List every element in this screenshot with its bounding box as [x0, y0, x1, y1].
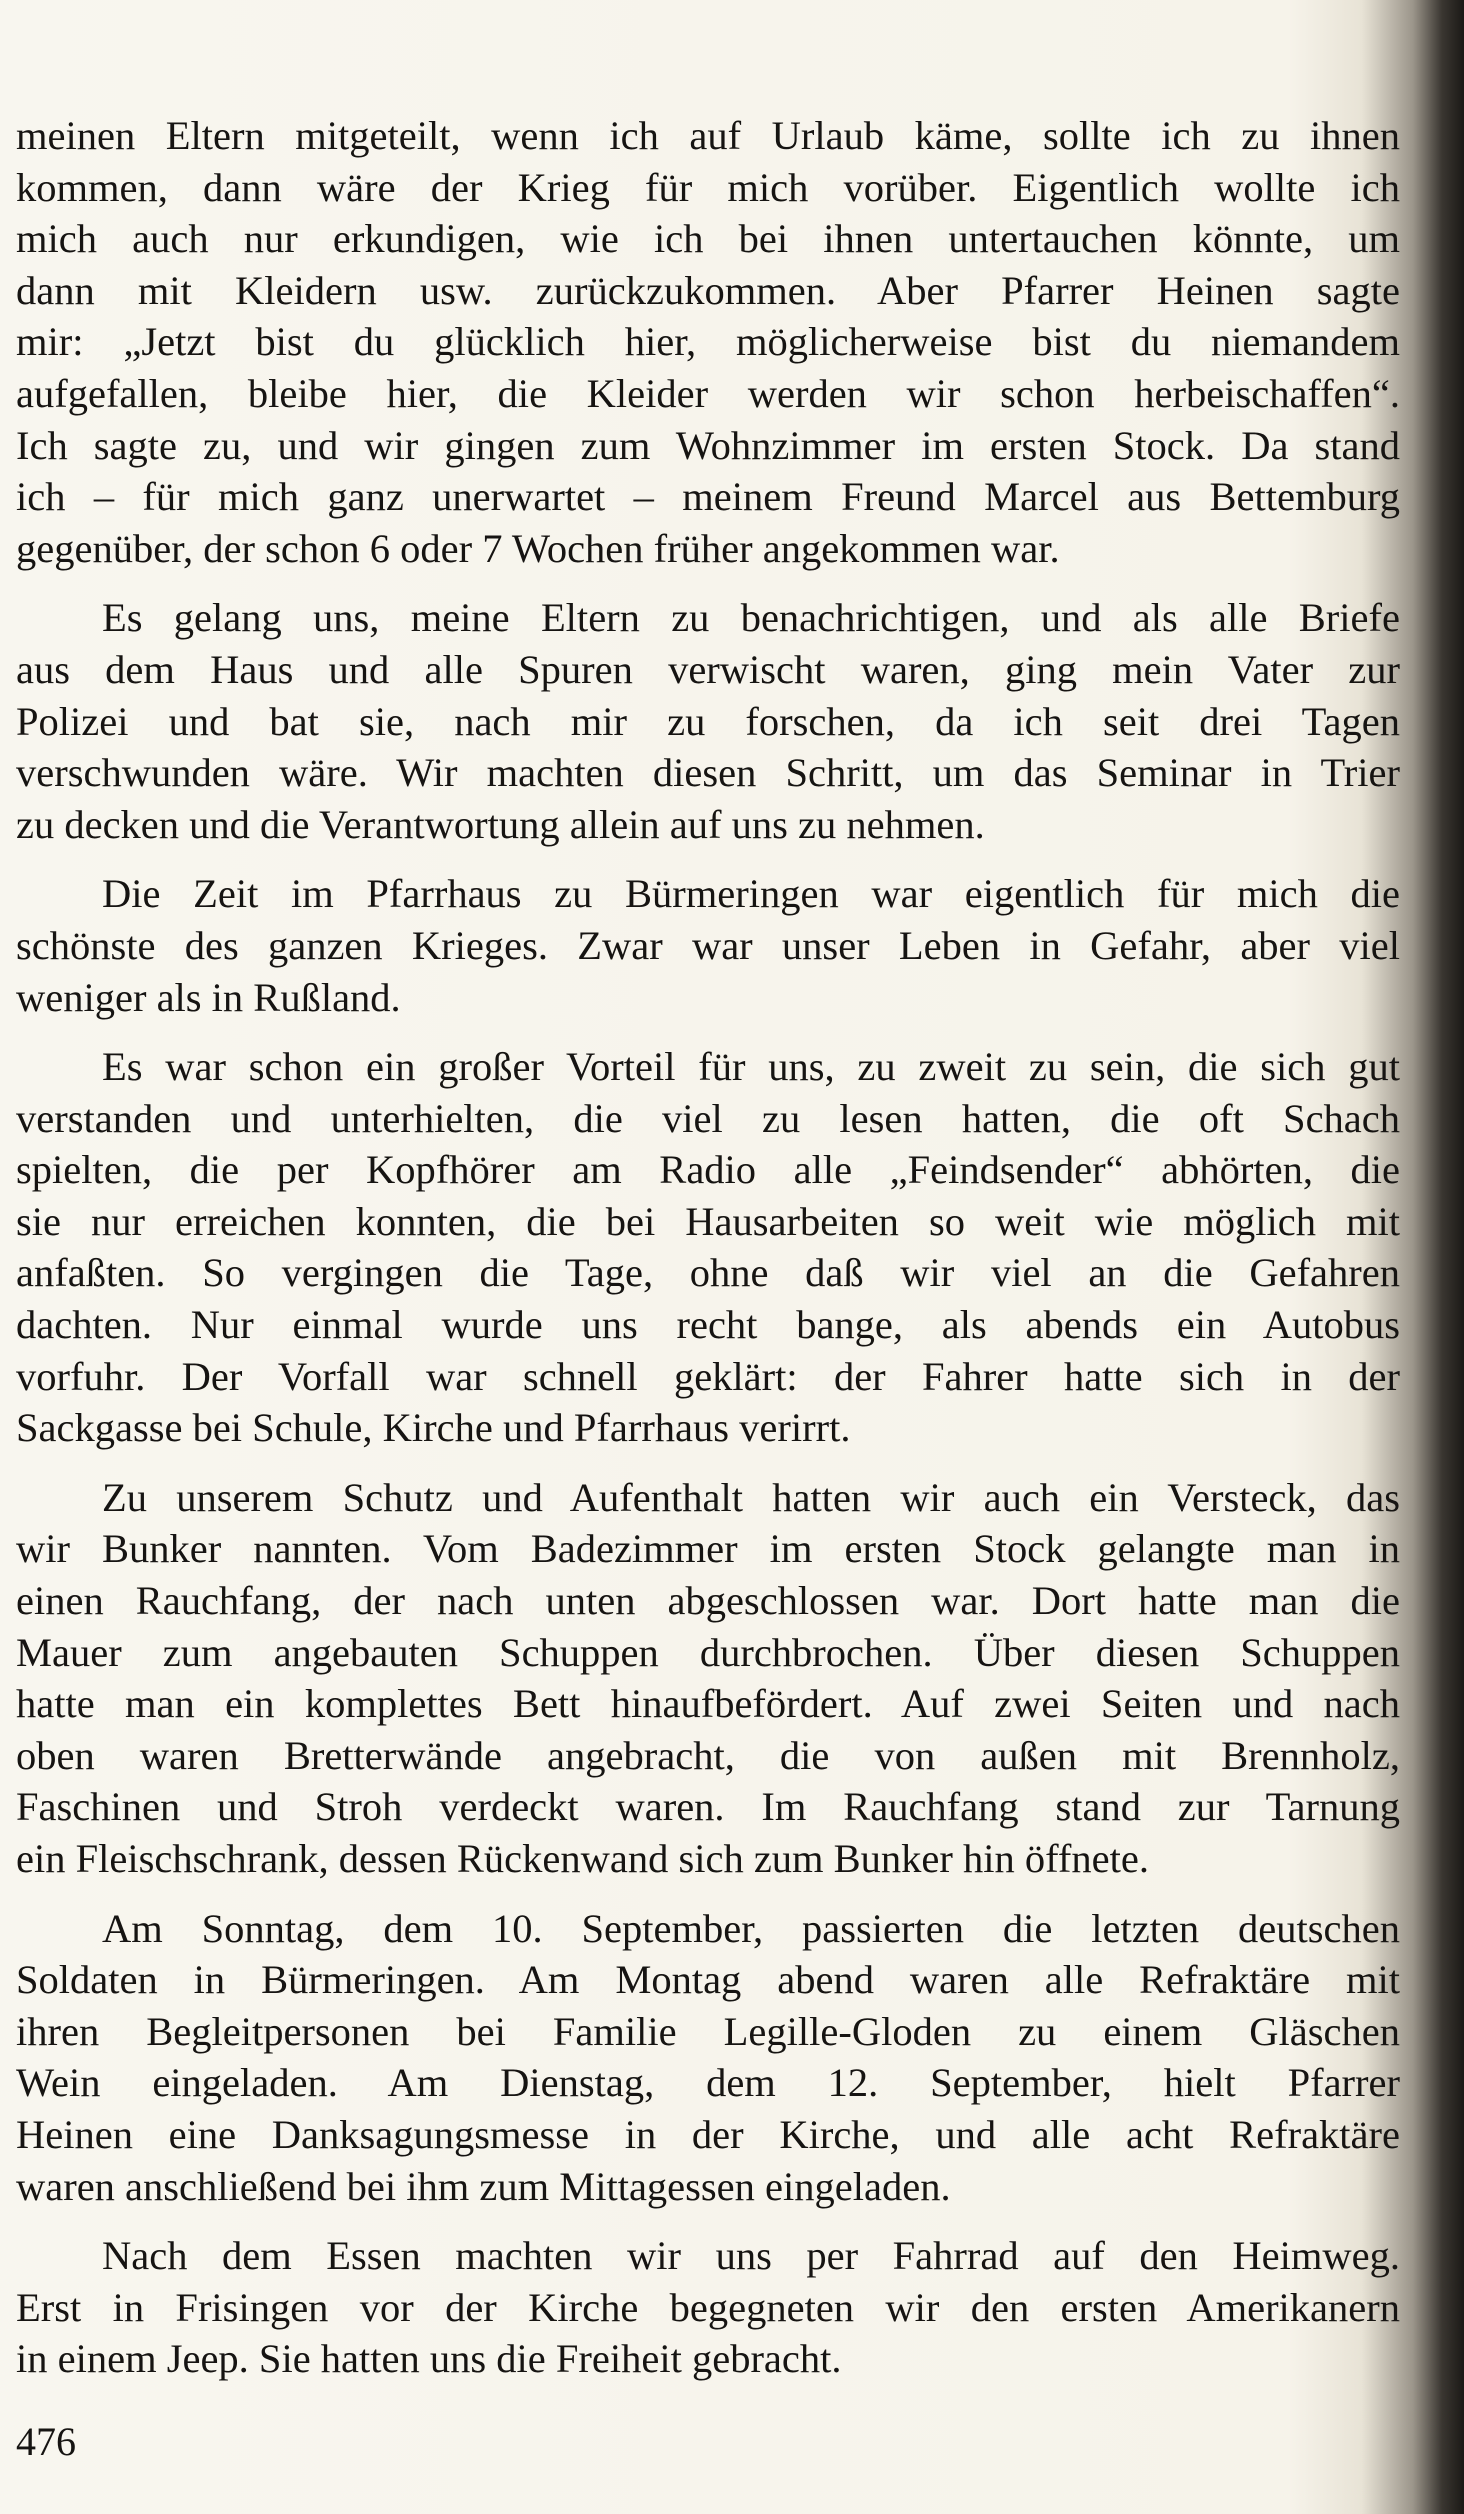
paragraph	[16, 2230, 1400, 2385]
text-line: meinen Eltern mitgeteilt, wenn ich auf Urlaub käme, sollte ich zu ihnen	[16, 113, 1400, 158]
text-line: anfaßten. So vergingen die Tage, ohne daß wir viel an die Gefahren	[16, 1250, 1400, 1296]
paragraph	[16, 1041, 1400, 1454]
text-line: Sackgasse bei Schule, Kirche und Pfarrhaus verirrt.	[16, 1405, 851, 1451]
text-line: gegenüber, der schon 6 oder 7 Wochen früher angekommen war.	[16, 525, 1060, 571]
text-line: wir Bunker nannten. Vom Badezimmer im ersten Stock gelangte man in	[16, 1526, 1400, 1572]
text-line: Es gelang uns, meine Eltern zu benachrichtigen, und als alle Briefe	[102, 595, 1400, 641]
text-line: Es war schon ein großer Vorteil für uns, zu zweit zu sein, die sich gut	[102, 1044, 1400, 1090]
text-line: oben waren Bretterwände angebracht, die von außen mit Brennholz,	[16, 1732, 1400, 1778]
text-line: dachten. Nur einmal wurde uns recht bange, als abends ein Autobus	[16, 1302, 1400, 1348]
text-line: Erst in Frisingen vor der Kirche begegneten wir den ersten Amerikanern	[16, 2284, 1400, 2330]
text-line: einen Rauchfang, der nach unten abgeschlossen war. Dort hatte man die	[16, 1578, 1400, 1624]
text-line: ein Fleischschrank, dessen Rückenwand sich zum Bunker hin öffnete.	[16, 1836, 1149, 1881]
text-line: ich – für mich ganz unerwartet – meinem Freund Marcel aus Bettemburg	[16, 474, 1400, 520]
text-line: weniger als in Rußland.	[16, 974, 401, 1020]
text-line: waren anschließend bei ihm zum Mittagessen eingeladen.	[16, 2163, 951, 2209]
text-line: ihren Begleitpersonen bei Familie Legille-Gloden zu einem Gläschen	[16, 2008, 1400, 2054]
text-line: schönste des ganzen Krieges. Zwar war unser Leben in Gefahr, aber viel	[16, 922, 1400, 968]
text-line: Wein eingeladen. Am Dienstag, dem 12. September, hielt Pfarrer	[16, 2060, 1400, 2106]
text-line: Heinen eine Danksagungsmesse in der Kirche, und alle acht Refraktäre	[16, 2111, 1400, 2157]
text-line: Mauer zum angebauten Schuppen durchbrochen. Über diesen Schuppen	[16, 1629, 1400, 1675]
text-line: Die Zeit im Pfarrhaus zu Bürmeringen war eigentlich für mich die	[102, 871, 1400, 917]
text-line: zu decken und die Verantwortung allein auf uns zu nehmen.	[16, 801, 985, 847]
text-line: Faschinen und Stroh verdeckt waren. Im Rauchfang stand zur Tarnung	[16, 1784, 1400, 1830]
paragraph	[16, 592, 1400, 850]
text-line: verschwunden wäre. Wir machten diesen Schritt, um das Seminar in Trier	[16, 750, 1400, 796]
text-line: aufgefallen, bleibe hier, die Kleider werden wir schon herbeischaffen“.	[16, 370, 1400, 416]
text-line: Nach dem Essen machten wir uns per Fahrrad auf den Heimweg.	[102, 2233, 1400, 2279]
text-line: Zu unserem Schutz und Aufenthalt hatten wir auch ein Versteck, das	[102, 1474, 1400, 1520]
paragraph	[16, 1472, 1400, 1885]
paragraph	[16, 110, 1400, 574]
text-line: hatte man ein komplettes Bett hinaufbefördert. Auf zwei Seiten und nach	[16, 1681, 1400, 1727]
text-line: vorfuhr. Der Vorfall war schnell geklärt: der Fahrer hatte sich in der	[16, 1353, 1400, 1399]
text-line: in einem Jeep. Sie hatten uns die Freiheit gebracht.	[16, 2336, 842, 2382]
text-line: Ich sagte zu, und wir gingen zum Wohnzimmer im ersten Stock. Da stand	[16, 422, 1400, 468]
text-line: Soldaten in Bürmeringen. Am Montag abend waren alle Refraktäre mit	[16, 1957, 1400, 2003]
text-line: dann mit Kleidern usw. zurückzukommen. Aber Pfarrer Heinen sagte	[16, 267, 1400, 313]
text-line: verstanden und unterhielten, die viel zu lesen hatten, die oft Schach	[16, 1095, 1400, 1141]
text-line: mich auch nur erkundigen, wie ich bei ihnen untertauchen könnte, um	[16, 216, 1400, 262]
paragraph	[16, 1903, 1400, 2213]
paragraph	[16, 868, 1400, 1023]
text-line: spielten, die per Kopfhörer am Radio alle „Feindsender“ abhörten, die	[16, 1147, 1400, 1193]
text-line: mir: „Jetzt bist du glücklich hier, möglicherweise bist du niemandem	[16, 319, 1400, 365]
text-line: aus dem Haus und alle Spuren verwischt waren, ging mein Vater zur	[16, 646, 1400, 692]
body-text	[16, 110, 1400, 2385]
text-line: Polizei und bat sie, nach mir zu forschen, da ich seit drei Tagen	[16, 698, 1400, 744]
text-line: sie nur erreichen konnten, die bei Hausarbeiten so weit wie möglich mit	[16, 1198, 1400, 1244]
page-number: 476	[16, 2419, 76, 2464]
text-line: kommen, dann wäre der Krieg für mich vorüber. Eigentlich wollte ich	[16, 164, 1400, 210]
text-line: Am Sonntag, dem 10. September, passierten die letzten deutschen	[102, 1905, 1400, 1951]
